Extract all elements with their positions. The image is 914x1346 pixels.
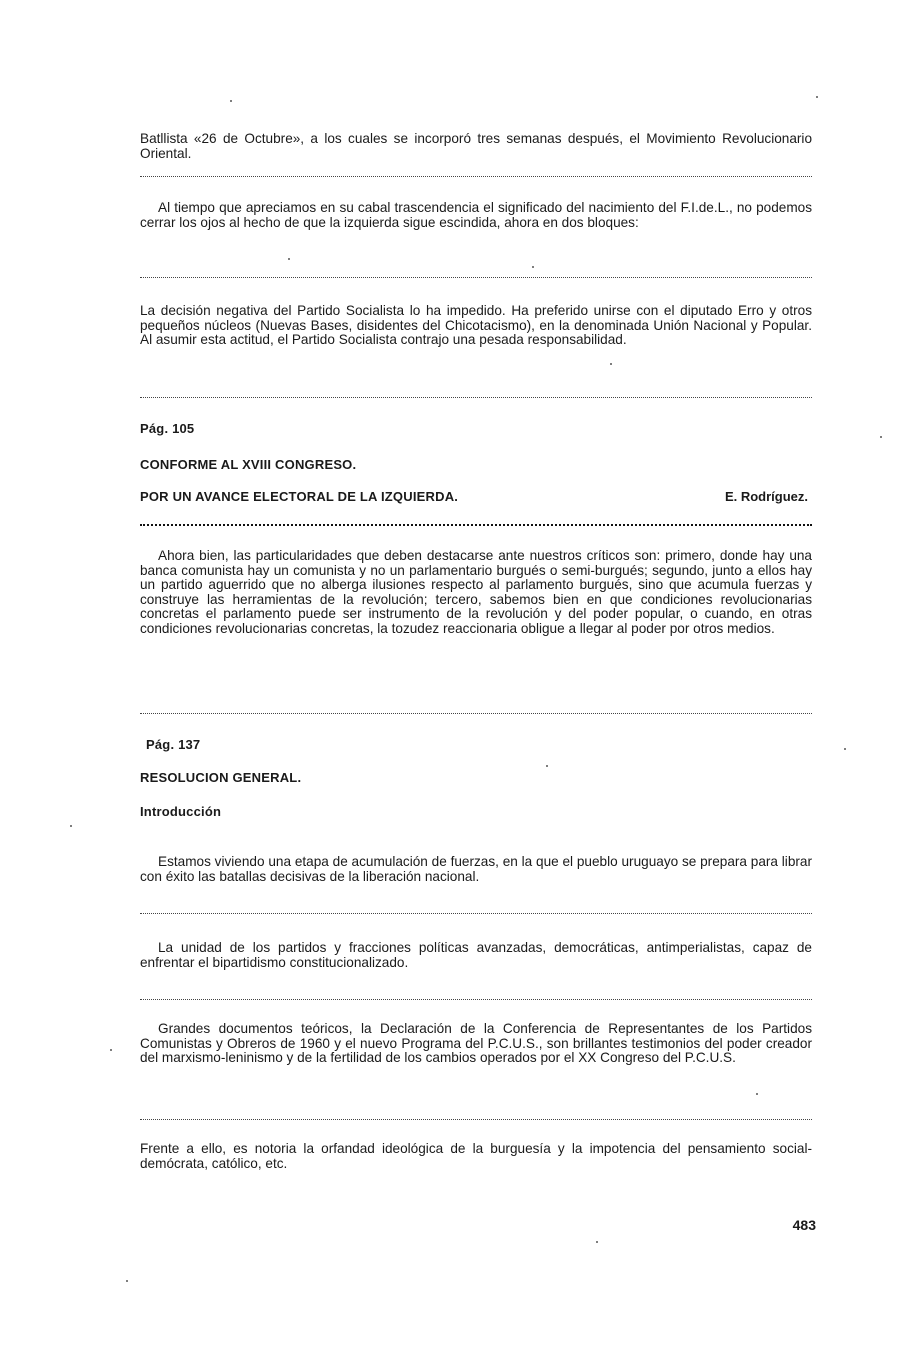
- scan-speck: [816, 96, 818, 98]
- scan-speck: [596, 1241, 598, 1243]
- paragraph-decision: La decisión negativa del Partido Socialista lo ha impedido. Ha preferido unirse con el diputado Erro y otros pequeños núcleos (Nuevas Bases, disidentes del Chicotacismo), en la denominada Unión Nacional y Popular. Al asumir esta actitud, el Partido Socialista contrajo una pesada responsabilidad.: [140, 303, 812, 348]
- scan-speck: [546, 765, 548, 767]
- page-number: 483: [792, 1217, 816, 1233]
- dotted-separator: [140, 176, 812, 177]
- scan-speck: [880, 436, 882, 438]
- dotted-separator: [140, 397, 812, 398]
- scan-speck: [230, 100, 232, 102]
- page-ref-105: Pág. 105: [140, 421, 195, 436]
- scan-speck: [110, 1049, 112, 1051]
- author-name: E. Rodríguez.: [724, 489, 808, 504]
- dotted-separator: [140, 713, 812, 714]
- dotted-separator: [140, 524, 812, 526]
- paragraph-grandes-documentos: Grandes documentos teóricos, la Declaración de la Conferencia de Representantes de los Partidos Comunistas y Obreros de 1960 y el nuevo Programa del P.C.U.S., son brillantes testimonios del poder creador del marxismo-leninismo y de la fertilidad de los cambios operados por el XX Congreso del P.C.U.S.: [140, 1021, 812, 1066]
- dotted-separator: [140, 999, 812, 1000]
- scan-speck: [756, 1093, 758, 1095]
- scan-speck: [844, 748, 846, 750]
- heading-resolucion-general: RESOLUCION GENERAL.: [140, 770, 302, 785]
- paragraph-batllista: Batllista «26 de Octubre», a los cuales se incorporó tres semanas después, el Movimiento Revolucionario Oriental.: [140, 131, 812, 161]
- scan-speck: [610, 363, 612, 365]
- scan-speck: [126, 1280, 128, 1282]
- paragraph-al-tiempo: Al tiempo que apreciamos en su cabal trascendencia el significado del nacimiento del F.I.de.L., no podemos cerrar los ojos al hecho de que la izquierda sigue escindida, ahora en dos bloques:: [140, 200, 812, 230]
- paragraph-frente-a-ello: Frente a ello, es notoria la orfandad ideológica de la burguesía y la impotencia del pensamiento social-demócrata, católico, etc.: [140, 1141, 812, 1171]
- dotted-separator: [140, 913, 812, 914]
- paragraph-unidad: La unidad de los partidos y fracciones políticas avanzadas, democráticas, antimperialistas, capaz de enfrentar el bipartidismo constitucionalizado.: [140, 940, 812, 970]
- paragraph-ahora-bien: Ahora bien, las particularidades que deben destacarse ante nuestros críticos son: primero, donde hay una banca comunista hay un comunista y no un parlamentario burgués o semi-burgués; segundo, junto a ellos hay un partido aguerrido que no alberga ilusiones respecto al parlamento burgués, sino que acumula fuerzas y construye las herramientas de la revolución; tercero, sabemos bien en que condiciones revolucionarias concretas el parlamento puede ser instrumento de la revolución y del poder popular, o cuando, en otras condiciones revolucionarias concretas, la tozudez reaccionaria obligue a llegar al poder por otros medios.: [140, 548, 812, 636]
- page-ref-137: Pág. 137: [146, 737, 201, 752]
- scan-speck: [70, 825, 72, 827]
- dotted-separator: [140, 277, 812, 278]
- heading-conforme: CONFORME AL XVIII CONGRESO.: [140, 457, 357, 472]
- heading-avance-electoral: POR UN AVANCE ELECTORAL DE LA IZQUIERDA.: [140, 489, 459, 504]
- scan-speck: [288, 258, 290, 260]
- scan-speck: [532, 266, 534, 268]
- paragraph-estamos: Estamos viviendo una etapa de acumulación de fuerzas, en la que el pueblo uruguayo se prepara para librar con éxito las batallas decisivas de la liberación nacional.: [140, 854, 812, 884]
- heading-introduccion: Introducción: [140, 804, 222, 819]
- dotted-separator: [140, 1119, 812, 1120]
